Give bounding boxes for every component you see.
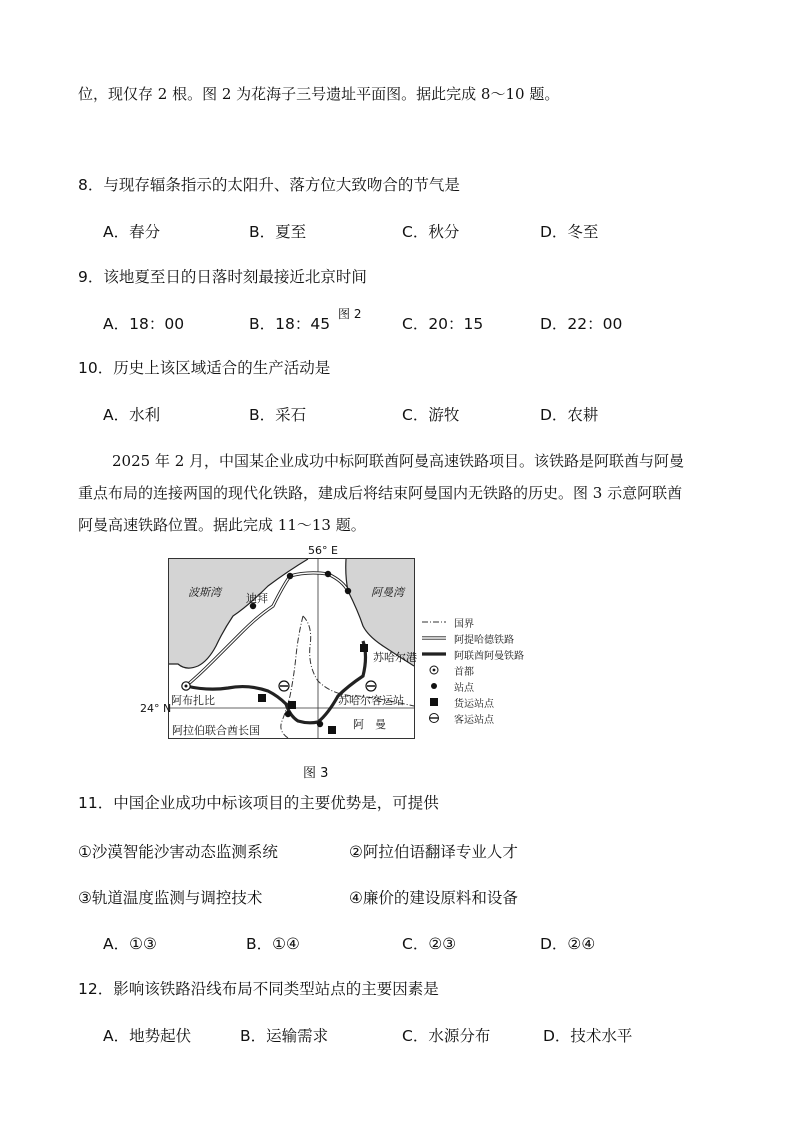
q11-option-a[interactable]: A．①③ [103, 935, 157, 953]
station-dot [345, 588, 351, 594]
q10-option-b[interactable]: B．采石 [249, 406, 307, 424]
legend-station-icon [431, 683, 437, 689]
dubai-label: 迪拜 [246, 592, 268, 605]
q12-option-c[interactable]: C．水源分布 [402, 1027, 491, 1045]
sohar-passenger-label: 苏哈尔客运站 [338, 694, 404, 707]
q11-option-c[interactable]: C．②③ [402, 935, 457, 953]
station-dot [317, 721, 323, 727]
abu-dhabi-label: 阿布扎比 [171, 694, 215, 707]
q9-option-c[interactable]: C．20：15 [402, 315, 484, 333]
legend-label: 货运站点 [454, 699, 494, 710]
q9-option-b[interactable]: B．18：45 [249, 315, 331, 333]
q11-option-b[interactable]: B．①④ [246, 935, 300, 953]
question-10-stem: 10．历史上该区域适合的生产活动是 [78, 359, 331, 377]
q10-option-a[interactable]: A．水利 [103, 406, 161, 424]
lon-label: 56° E [308, 544, 338, 557]
q12-option-b[interactable]: B．运输需求 [240, 1027, 329, 1045]
legend-label: 客运站点 [454, 715, 494, 726]
question-9-stem: 9．该地夏至日的日落时刻最接近北京时间 [78, 268, 367, 286]
passage-line-1: 2025 年 2 月，中国某企业成功中标阿联酋阿曼高速铁路项目。该铁路是阿联酋与阿曼 [112, 452, 685, 470]
question-8-stem: 8．与现存辐条指示的太阳升、落方位大致吻合的节气是 [78, 176, 460, 194]
q11-item-4: ④廉价的建设原料和设备 [349, 889, 518, 907]
passage-line-3: 阿曼高速铁路位置。据此完成 11～13 题。 [78, 516, 366, 534]
legend-label: 国界 [454, 619, 474, 630]
q9-option-a[interactable]: A．18：00 [103, 315, 185, 333]
q10-option-d[interactable]: D．农耕 [540, 406, 599, 424]
gulf-of-oman-label: 阿曼湾 [371, 586, 404, 599]
q10-option-c[interactable]: C．游牧 [402, 406, 460, 424]
q8-option-b[interactable]: B．夏至 [249, 223, 307, 241]
legend-freight-icon [430, 698, 438, 706]
oman-label: 阿 曼 [353, 718, 386, 731]
passage-line-2: 重点布局的连接两国的现代化铁路，建成后将结束阿曼国内无铁路的历史。图 3 示意阿联酋 [78, 484, 683, 502]
stray-figure-2-label: 图 2 [338, 307, 362, 321]
figure-3-caption: 图 3 [303, 766, 329, 781]
q9-option-d[interactable]: D．22：00 [540, 315, 623, 333]
question-11-stem: 11．中国企业成功中标该项目的主要优势是，可提供 [78, 794, 439, 812]
legend-label: 首都 [454, 667, 474, 678]
legend-label: 站点 [454, 683, 474, 694]
legend-label: 阿联酋阿曼铁路 [454, 651, 524, 662]
q8-option-c[interactable]: C．秋分 [402, 223, 460, 241]
intro-tail: 位，现仅存 2 根。图 2 为花海子三号遗址平面图。据此完成 8～10 题。 [78, 85, 560, 103]
freight-station-icon [288, 701, 296, 709]
station-dot [285, 711, 291, 717]
q12-option-a[interactable]: A．地势起伏 [103, 1027, 192, 1045]
sohar-port-label: 苏哈尔港 [373, 651, 417, 664]
q8-option-a[interactable]: A．春分 [103, 223, 161, 241]
persian-gulf-label: 波斯湾 [188, 586, 221, 599]
question-12-stem: 12．影响该铁路沿线布局不同类型站点的主要因素是 [78, 980, 439, 998]
uae-label: 阿拉伯联合酋长国 [172, 724, 260, 737]
freight-station-icon [258, 694, 266, 702]
q11-option-d[interactable]: D．②④ [540, 935, 596, 953]
station-dot [325, 571, 331, 577]
figure-3-map [140, 544, 538, 744]
q11-item-1: ①沙漠智能沙害动态监测系统 [78, 843, 278, 861]
q11-item-3: ③轨道温度监测与调控技术 [78, 889, 263, 907]
station-dot [287, 573, 293, 579]
freight-station-icon [328, 726, 336, 734]
q11-item-2: ②阿拉伯语翻译专业人才 [349, 843, 518, 861]
lat-label: 24° N [140, 702, 172, 715]
freight-station-icon [360, 644, 368, 652]
q8-option-d[interactable]: D．冬至 [540, 223, 599, 241]
q12-option-d[interactable]: D．技术水平 [543, 1027, 633, 1045]
legend-label: 阿提哈德铁路 [454, 635, 514, 646]
